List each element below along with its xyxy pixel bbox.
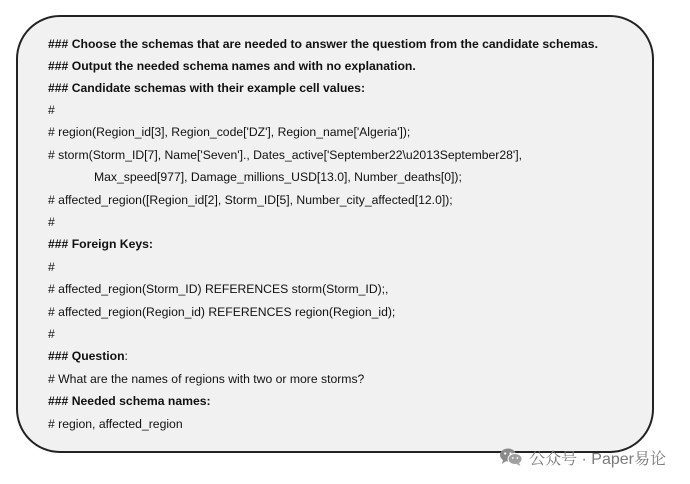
prompt-line-13: # affected_region(Region_id) REFERENCES region(Region_id); [48, 305, 396, 319]
prompt-line-8: # affected_region([Region_id[2], Storm_ID[5], Number_city_affected[12.0]); [48, 193, 453, 207]
question-colon: : [124, 349, 128, 363]
watermark [499, 444, 666, 470]
prompt-line-7: Max_speed[977], Damage_millions_USD[13.0], Number_deaths[0]); [94, 170, 462, 184]
prompt-line-4: # [48, 103, 55, 117]
prompt-line-6: # storm(Storm_ID[7], Name['Seven']., Dates_active['September22\u2013September28'], [48, 148, 523, 162]
wechat-icon [499, 447, 523, 467]
prompt-line-9: # [48, 215, 55, 229]
prompt-line-1: ### Choose the schemas that are needed to answer the questiom from the candidate schemas. [48, 37, 598, 51]
prompt-line-16: # What are the names of regions with two or more storms? [48, 372, 365, 386]
prompt-line-17: ### Needed schema names: [48, 394, 211, 408]
watermark-text: 公众号 · Paper易论 [529, 450, 666, 468]
prompt-line-14: # [48, 327, 55, 341]
prompt-line-3: ### Candidate schemas with their example cell values: [48, 81, 366, 95]
question-heading: ### Question [48, 349, 125, 363]
prompt-line-10: ### Foreign Keys: [48, 237, 153, 251]
prompt-line-2: ### Output the needed schema names and with no explanation. [48, 59, 416, 73]
prompt-line-18: # region, affected_region [48, 417, 183, 431]
prompt-line-12: # affected_region(Storm_ID) REFERENCES storm(Storm_ID);, [48, 282, 389, 296]
prompt-line-5: # region(Region_id[3], Region_code['DZ'], Region_name['Algeria']); [48, 125, 411, 139]
prompt-line-15 [48, 349, 128, 363]
prompt-line-11: # [48, 260, 55, 274]
